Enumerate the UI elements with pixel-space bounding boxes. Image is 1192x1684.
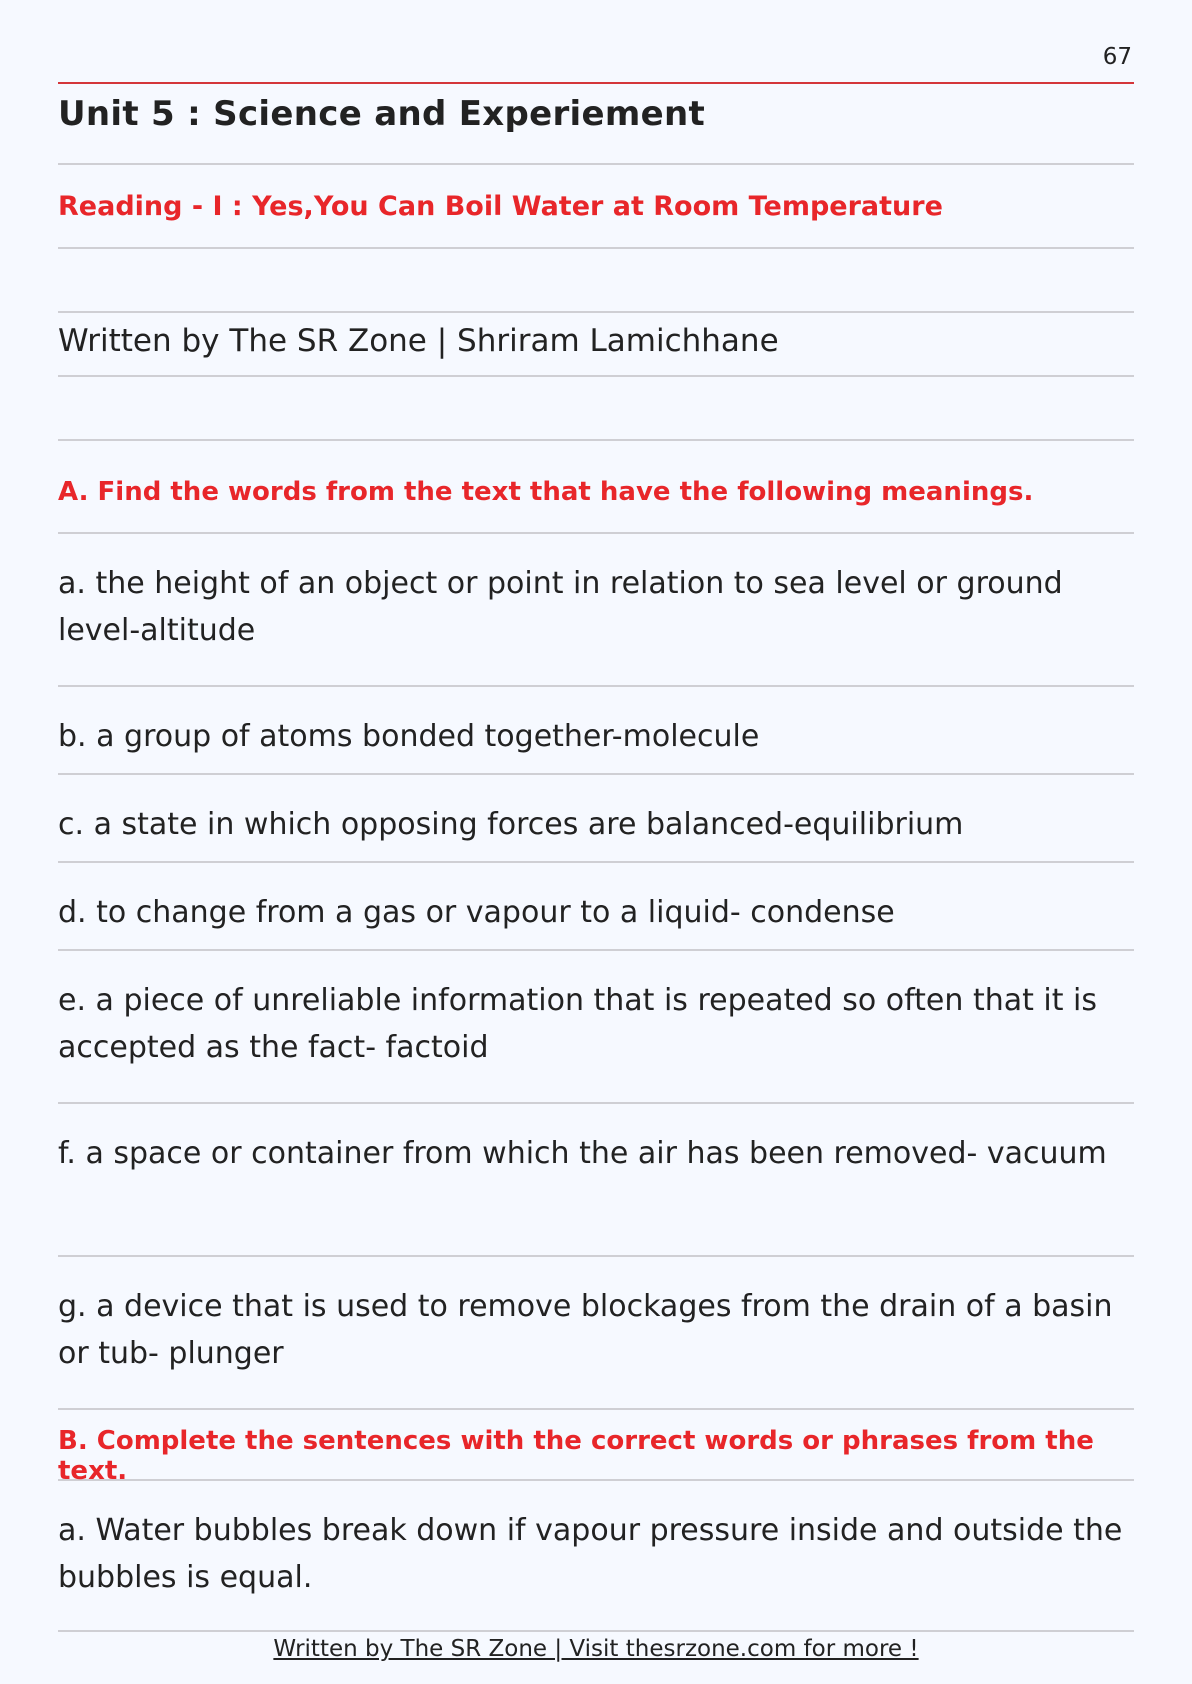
blank-line <box>58 377 1134 441</box>
worksheet-content <box>58 84 1134 1632</box>
page-number: 67 <box>1102 44 1132 70</box>
unit-title: Unit 5 : Science and Experiement <box>58 84 1134 165</box>
section-a-item-d: d. to change from a gas or vapour to a liquid- condense <box>58 863 1134 951</box>
section-a-item-g: g. a device that is used to remove blockages from the drain of a basin or tub- plunger <box>58 1257 1134 1410</box>
section-b-heading: B. Complete the sentences with the correct words or phrases from the text. <box>58 1410 1134 1481</box>
blank-line <box>58 249 1134 313</box>
section-a-item-f: f. a space or container from which the air has been removed- vacuum <box>58 1104 1134 1257</box>
section-a-item-c: c. a state in which opposing forces are balanced-equilibrium <box>58 775 1134 863</box>
section-a-item-e: e. a piece of unreliable information that is repeated so often that it is accepted as the fact- factoid <box>58 951 1134 1104</box>
section-a-item-b: b. a group of atoms bonded together-molecule <box>58 687 1134 775</box>
reading-title: Reading - I : Yes,You Can Boil Water at Room Temperature <box>58 165 1134 249</box>
section-a-heading: A. Find the words from the text that have the following meanings. <box>58 441 1134 534</box>
section-b-item-a: a. Water bubbles break down if vapour pressure inside and outside the bubbles is equal. <box>58 1481 1134 1632</box>
author-line: Written by The SR Zone | Shriram Lamichhane <box>58 313 1134 377</box>
footer-credit: Written by The SR Zone | Visit thesrzone.com for more ! <box>273 1636 919 1662</box>
section-a-item-a: a. the height of an object or point in relation to sea level or ground level-altitude <box>58 534 1134 687</box>
